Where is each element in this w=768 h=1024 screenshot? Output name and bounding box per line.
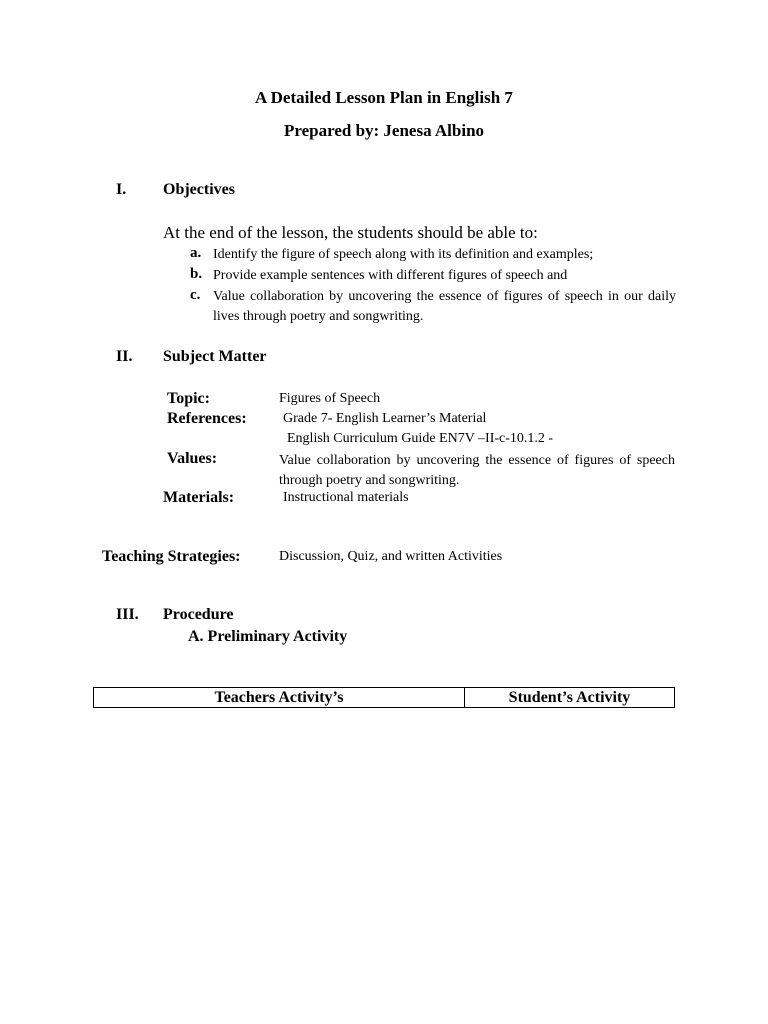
topic-label: Topic: [167, 390, 210, 407]
objective-letter-b: b. [190, 266, 203, 282]
values-value: Value collaboration by uncovering the essence of figures of speech through poetry and songwriting. [279, 453, 675, 488]
references-line-1: Grade 7- English Learner’s Material [283, 411, 487, 426]
objective-item-a: Identify the figure of speech along with its definition and examples; [213, 247, 594, 262]
students-activity-header: Student’s Activity [465, 688, 675, 708]
objective-item-b: Provide example sentences with different figures of speech and [213, 268, 568, 283]
materials-label: Materials: [163, 489, 235, 506]
section-heading-procedure: Procedure [163, 606, 234, 623]
section-number-procedure: III. [116, 606, 139, 623]
objective-letter-c: c. [190, 287, 201, 303]
section-heading-subject-matter: Subject Matter [163, 348, 267, 365]
values-label: Values: [167, 450, 218, 467]
teaching-strategies-value: Discussion, Quiz, and written Activities [279, 549, 503, 564]
section-heading-objectives: Objectives [163, 181, 235, 198]
section-number-objectives: I. [116, 181, 127, 198]
teaching-strategies-label: Teaching Strategies: [102, 548, 241, 565]
objective-letter-a: a. [190, 245, 202, 261]
preliminary-activity-heading: A. Preliminary Activity [188, 628, 348, 645]
activity-table [93, 687, 675, 708]
table-header-row [94, 688, 675, 708]
section-number-subject-matter: II. [116, 348, 133, 365]
references-line-2: English Curriculum Guide EN7V –II-c-10.1.2 - [287, 431, 554, 446]
prepared-by: Prepared by: Jenesa Albino [283, 121, 485, 140]
objectives-lead: At the end of the lesson, the students should be able to: [163, 223, 538, 242]
document-title: A Detailed Lesson Plan in English 7 [255, 88, 513, 107]
topic-value: Figures of Speech [279, 391, 381, 406]
teachers-activity-header: Teachers Activity’s [94, 688, 465, 708]
objective-item-c: Value collaboration by uncovering the essence of figures of speech in our daily lives through poetry and songwriting. [213, 289, 676, 324]
materials-value: Instructional materials [283, 490, 409, 505]
references-label: References: [167, 410, 247, 427]
